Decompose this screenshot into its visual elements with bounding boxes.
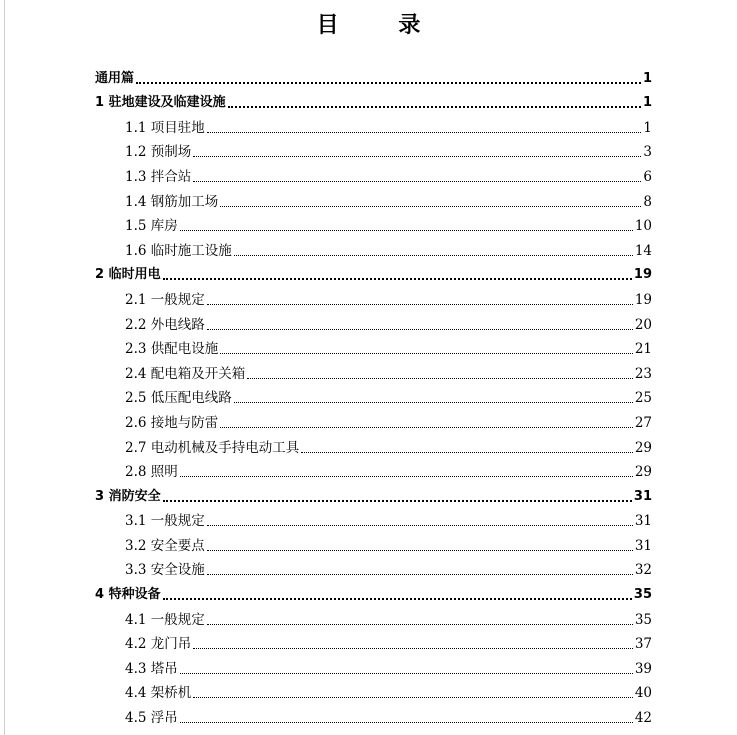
toc-section-entry[interactable]	[95, 456, 652, 481]
toc-page-number: 31	[634, 513, 652, 530]
toc-entry-label: 1.6 临时施工设施	[125, 242, 232, 259]
dot-leader	[234, 255, 633, 256]
toc-entry-label: 4.2 龙门吊	[125, 636, 192, 653]
toc-entry-label: 2.2 外电线路	[125, 316, 205, 333]
toc-entry-label: 1.2 预制场	[125, 144, 192, 161]
toc-page-number: 35	[634, 611, 652, 628]
dot-leader	[193, 181, 641, 182]
dot-leader	[193, 156, 641, 157]
toc-page-number: 29	[634, 439, 652, 456]
toc-entry-label: 2.8 照明	[125, 464, 178, 481]
toc-section-entry[interactable]	[95, 283, 652, 308]
toc-entry-label: 1.5 库房	[125, 218, 178, 235]
toc-page-number: 32	[634, 562, 652, 579]
toc-chapter-entry[interactable]	[95, 87, 652, 112]
toc-section-entry[interactable]	[95, 505, 652, 530]
dot-leader	[220, 353, 633, 354]
dot-leader	[136, 82, 641, 84]
dot-leader	[163, 278, 632, 280]
dot-leader	[163, 598, 632, 600]
toc-section-entry[interactable]	[95, 136, 652, 161]
toc-chapter-entry[interactable]	[95, 480, 652, 505]
page-edge-divider	[4, 0, 5, 735]
toc-entry-label: 3.2 安全要点	[125, 537, 205, 554]
toc-entry-label: 1 驻地建设及临建设施	[95, 95, 226, 111]
toc-page-number: 31	[633, 488, 652, 504]
dot-leader	[220, 206, 641, 207]
toc-entry-label: 4.4 架桥机	[125, 685, 192, 702]
toc-section-entry[interactable]	[95, 160, 652, 185]
toc-page-number: 8	[643, 193, 652, 210]
dot-leader	[234, 402, 633, 403]
dot-leader	[180, 673, 633, 674]
toc-page-number: 21	[634, 341, 652, 358]
toc-page-number: 14	[634, 242, 652, 259]
toc-section-entry[interactable]	[95, 652, 652, 677]
toc-page-number: 31	[634, 537, 652, 554]
dot-leader	[207, 550, 633, 551]
toc-entry-label: 2.3 供配电设施	[125, 341, 219, 358]
toc-page-number: 1	[643, 119, 652, 136]
toc-entry-label: 2.7 电动机械及手持电动工具	[125, 439, 300, 456]
toc-chapter-entry[interactable]	[95, 62, 652, 87]
toc-entry-label: 1.3 拌合站	[125, 168, 192, 185]
dot-leader	[207, 525, 633, 526]
toc-section-entry[interactable]	[95, 529, 652, 554]
dot-leader	[301, 452, 633, 453]
toc-page-number: 35	[633, 587, 652, 603]
dot-leader	[247, 378, 633, 379]
toc-entry-label: 1.1 项目驻地	[125, 119, 205, 136]
toc-page-number: 19	[633, 267, 652, 283]
toc-section-entry[interactable]	[95, 111, 652, 136]
toc-page-number: 10	[634, 218, 652, 235]
toc-page-number: 19	[634, 291, 652, 308]
toc-section-entry[interactable]	[95, 628, 652, 653]
toc-page-number: 25	[634, 390, 652, 407]
dot-leader	[180, 722, 633, 723]
toc-entry-label: 2.5 低压配电线路	[125, 390, 232, 407]
table-of-contents	[95, 62, 652, 726]
toc-section-entry[interactable]	[95, 554, 652, 579]
toc-entry-label: 3.1 一般规定	[125, 513, 205, 530]
dot-leader	[193, 697, 633, 698]
toc-page-number: 37	[634, 636, 652, 653]
toc-page-number: 20	[634, 316, 652, 333]
toc-page-number: 42	[634, 710, 652, 727]
toc-section-entry[interactable]	[95, 701, 652, 726]
toc-page-number: 27	[634, 414, 652, 431]
toc-page-number: 40	[634, 685, 652, 702]
toc-page-number: 23	[634, 365, 652, 382]
toc-chapter-entry[interactable]	[95, 259, 652, 284]
toc-page-number: 1	[642, 70, 652, 86]
toc-page-number: 29	[634, 464, 652, 481]
toc-section-entry[interactable]	[95, 603, 652, 628]
dot-leader	[207, 624, 633, 625]
toc-entry-label: 2.6 接地与防雷	[125, 414, 219, 431]
toc-entry-label: 2.4 配电箱及开关箱	[125, 365, 246, 382]
toc-entry-label: 2.1 一般规定	[125, 291, 205, 308]
dot-leader	[180, 230, 633, 231]
dot-leader	[228, 106, 641, 108]
toc-entry-label: 3 消防安全	[95, 488, 161, 504]
page-title: 目 录	[316, 13, 447, 38]
toc-page-number: 39	[634, 660, 652, 677]
dot-leader	[193, 648, 633, 649]
dot-leader	[220, 427, 633, 428]
toc-section-entry[interactable]	[95, 333, 652, 358]
toc-entry-label: 通用篇	[95, 70, 135, 86]
toc-page-number: 1	[642, 95, 652, 111]
toc-entry-label: 2 临时用电	[95, 267, 161, 283]
dot-leader	[180, 476, 633, 477]
toc-page-number: 6	[643, 168, 652, 185]
toc-page-number: 3	[643, 144, 652, 161]
toc-entry-label: 4.1 一般规定	[125, 611, 205, 628]
toc-section-entry[interactable]	[95, 406, 652, 431]
toc-entry-label: 3.3 安全设施	[125, 562, 205, 579]
toc-entry-label: 4.5 浮吊	[125, 710, 178, 727]
toc-section-entry[interactable]	[95, 234, 652, 259]
dot-leader	[163, 500, 632, 502]
dot-leader	[207, 132, 642, 133]
toc-chapter-entry[interactable]	[95, 578, 652, 603]
toc-section-entry[interactable]	[95, 382, 652, 407]
toc-section-entry[interactable]	[95, 357, 652, 382]
toc-entry-label: 1.4 钢筋加工场	[125, 193, 219, 210]
dot-leader	[207, 574, 633, 575]
dot-leader	[207, 329, 633, 330]
toc-section-entry[interactable]	[95, 185, 652, 210]
toc-section-entry[interactable]	[95, 308, 652, 333]
toc-section-entry[interactable]	[95, 431, 652, 456]
toc-section-entry[interactable]	[95, 210, 652, 235]
toc-entry-label: 4.3 塔吊	[125, 660, 178, 677]
toc-entry-label: 4 特种设备	[95, 587, 161, 603]
toc-section-entry[interactable]	[95, 677, 652, 702]
dot-leader	[207, 304, 633, 305]
